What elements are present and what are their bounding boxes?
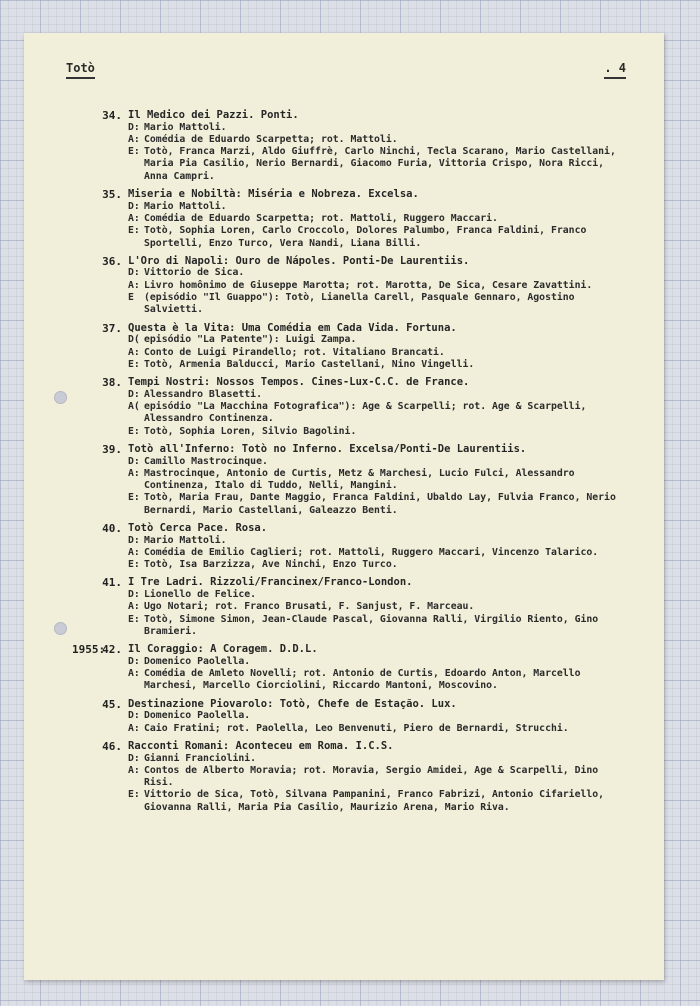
credit-label: D: [128,388,140,400]
credit-label: D: [128,267,140,279]
credit-text: Vittorio de Sica. [144,267,245,279]
entry-year: 1955: [72,643,106,657]
credit-text: Domenico Paolella. [144,655,251,667]
credit-line [128,492,632,517]
film-entry [72,740,632,814]
credit-text: Totò, Maria Frau, Dante Maggio, Franca Faldini, Ubaldo Lay, Fulvia Franco, Nerio Bernardi, Mario Castellani, Galeazzo Benti. [144,492,616,516]
credit-label: D: [128,200,140,212]
film-entry [72,576,632,638]
credit-line [128,601,632,613]
credit-label: A: [128,133,140,145]
credit-label: A: [128,668,140,680]
credit-line [128,347,632,359]
credit-label: A: [128,546,140,558]
entry-number: 37. [102,321,122,335]
header-subject: Totò [66,61,95,79]
entry-number: 46. [102,739,122,753]
credit-line [128,614,632,639]
credit-text: Domenico Paolella. [144,710,251,722]
credit-line [128,201,632,213]
credit-label: A: [128,279,140,291]
punch-hole [54,622,67,635]
credit-line [128,267,632,279]
credit-text: Mario Mattoli. [144,200,227,212]
film-title: Totò all'Inferno: Totò no Inferno. Excelsa/Ponti-De Laurentiis. [128,442,527,455]
credit-label: A: [128,764,140,776]
credit-line [128,225,632,250]
credit-text: Livro homônimo de Giuseppe Marotta; rot. Marotta, De Sica, Cesare Zavattini. [144,279,593,291]
credit-label: E: [128,225,140,237]
credit-text: Contos de Alberto Moravia; rot. Moravia, Sergio Amidei, Age & Scarpelli, Dino Risi. [144,764,599,789]
credit-text: episódio "La Macchina Fotografica"): Age & Scarpelli; rot. Age & Scarpelli, Alessandro Continenza. [144,401,587,425]
credit-line [128,122,632,134]
credit-line [128,723,632,735]
entry-number: 36. [102,254,122,268]
credit-text: Alessandro Blasetti. [144,388,262,400]
entry-number: 39. [102,442,122,456]
credit-text: Lionello de Felice. [144,589,257,601]
credit-text: Totò, Armenia Balducci, Mario Castellani, Nino Vingelli. [144,358,475,370]
credit-text: Gianni Franciolini. [144,752,257,764]
credit-label: E: [128,559,140,571]
credit-text: Vittorio de Sica, Totò, Silvana Pampanini, Franco Fabrizi, Antonio Cifariello, Giovanna Ralli, Maria Pia Casilio, Maurizio Arena, Mario Riva. [144,789,605,813]
credit-line [128,668,632,693]
film-title: Tempi Nostri: Nossos Tempos. Cines-Lux-C.C. de France. [128,376,470,389]
credit-line [128,559,632,571]
credit-text: episódio "La Patente"): Luigi Zampa. [144,334,357,346]
film-entry [72,255,632,317]
credit-label: E: [128,146,140,158]
credit-line [128,589,632,601]
credit-label: D: [128,710,140,722]
credit-line [128,280,632,292]
credit-line [128,656,632,668]
film-title: Il Coraggio: A Coragem. D.D.L. [128,643,318,656]
credit-line [128,334,632,346]
punch-hole [54,391,67,404]
credit-text: Totò, Simone Simon, Jean-Claude Pascal, Giovanna Ralli, Virgilio Riento, Gino Bramieri. [144,613,599,637]
credit-label: D( [128,334,140,346]
credit-text: Comédia de Eduardo Scarpetta; rot. Mattoli, Ruggero Maccari. [144,212,498,224]
credit-label: A: [128,601,140,613]
credit-label: A: [128,212,140,224]
credit-text: Mario Mattoli. [144,534,227,546]
film-entry [72,643,632,692]
entry-number: 35. [102,188,122,202]
credit-label: E: [128,358,140,370]
credit-text: Mario Mattoli. [144,121,227,133]
credit-line [128,468,632,493]
credit-line [128,456,632,468]
film-title: Destinazione Piovarolo: Totò, Chefe de Estação. Lux. [128,697,457,710]
credit-line [128,134,632,146]
credit-label: E [128,292,134,304]
credit-label: D: [128,121,140,133]
credit-text: Ugo Notari; rot. Franco Brusati, F. Sanjust, F. Marceau. [144,601,475,613]
film-entry [72,188,632,250]
credit-line [128,213,632,225]
entry-number: 41. [102,576,122,590]
film-title: I Tre Ladri. Rizzoli/Francinex/Franco-London. [128,576,413,589]
credit-text: (episódio "Il Guappo"): Totò, Lianella Carell, Pasquale Gennaro, Agostino Salvietti. [144,292,575,316]
credit-line [128,753,632,765]
credit-label: A: [128,346,140,358]
credit-label: D: [128,455,140,467]
credit-label: D: [128,752,140,764]
film-title: Miseria e Nobiltà: Miséria e Nobreza. Excelsa. [128,188,419,201]
credit-line [128,359,632,371]
credit-label: A( [128,401,140,413]
credit-label: A: [128,722,140,734]
credit-line [128,547,632,559]
credit-label: A: [128,467,140,479]
credit-label: D: [128,534,140,546]
film-title: Questa è la Vita: Uma Comédia em Cada Vida. Fortuna. [128,321,457,334]
credit-text: Camillo Mastrocinque. [144,455,268,467]
credit-line [128,710,632,722]
credit-line [128,426,632,438]
credit-line [128,389,632,401]
entry-number: 42. [102,643,122,657]
film-entry [72,443,632,517]
credit-line [128,789,632,814]
entry-number: 40. [102,521,122,535]
credit-text: Totò, Franca Marzi, Aldo Giuffrè, Carlo Ninchi, Tecla Scarano, Mario Castellani, Maria Pia Casilio, Nerio Bernardi, Giacomo Furia, Vittoria Crispo, Nora Ricci, Anna Campri. [144,146,616,182]
film-entry [72,376,632,438]
credit-label: E: [128,789,140,801]
credit-line [128,765,632,790]
credit-line [128,401,632,426]
typewritten-page [24,33,664,980]
film-title: Racconti Romani: Aconteceu em Roma. I.C.S. [128,739,394,752]
credit-text: Comédia de Emilio Caglieri; rot. Mattoli, Ruggero Maccari, Vincenzo Talarico. [144,546,599,558]
film-title: Il Medico dei Pazzi. Ponti. [128,109,299,121]
credit-text: Comédia de Eduardo Scarpetta; rot. Mattoli. [144,133,398,145]
credit-text: Mastrocinque, Antonio de Curtis, Metz & Marchesi, Lucio Fulci, Alessandro Continenza, Italo di Tuddo, Nelli, Mangini. [144,467,575,492]
credit-label: E: [128,425,140,437]
credit-text: Caio Fratini; rot. Paolella, Leo Benvenuti, Piero de Bernardi, Strucchi. [144,722,569,734]
credit-label: E: [128,492,140,504]
entry-number: 38. [102,376,122,390]
credit-text: Comédia de Amleto Novelli; rot. Antonio de Curtis, Edoardo Anton, Marcello Marchesi, Marcello Ciorciolini, Riccardo Mantoni, Moscovino. [144,668,581,692]
credit-text: Totò, Isa Barzizza, Ave Ninchi, Enzo Turco. [144,559,398,571]
filmography-list [72,109,632,819]
credit-text: Totò, Sophia Loren, Silvio Bagolini. [144,425,357,437]
credit-line [128,292,632,317]
credit-text: Conto de Luigi Pirandello; rot. Vitaliano Brancati. [144,346,445,358]
credit-label: E: [128,613,140,625]
credit-label: D: [128,589,140,601]
credit-label: D: [128,655,140,667]
film-entry [72,522,632,571]
credit-text: Totò, Sophia Loren, Carlo Croccolo, Dolores Palumbo, Franca Faldini, Franco Sportelli, Enzo Turco, Vera Nandi, Liana Billi. [144,225,587,249]
entry-number: 34. [102,109,122,122]
film-title: Totò Cerca Pace. Rosa. [128,521,268,534]
film-entry [72,109,632,183]
film-title: L'Oro di Napoli: Ouro de Nápoles. Ponti-De Laurentiis. [128,254,470,267]
page-number: . 4 [604,61,626,79]
entry-number: 45. [102,697,122,711]
film-entry [72,698,632,735]
credit-line [128,535,632,547]
film-entry [72,322,632,371]
credit-line [128,146,632,183]
